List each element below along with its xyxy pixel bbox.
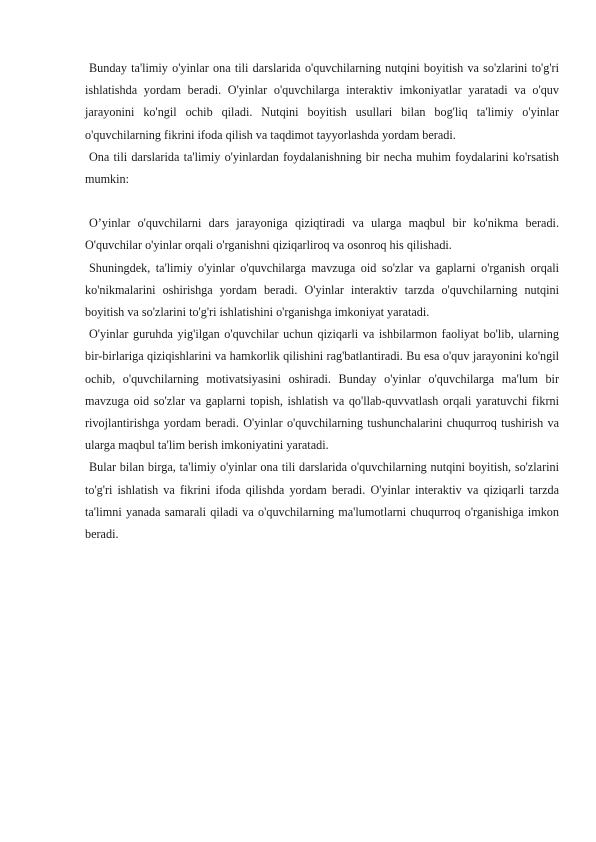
blank-line <box>85 190 559 212</box>
paragraph-interest: O’yinlar o'quvchilarni dars jarayoniga qiziqtiradi va ularga maqbul bir ko'nikma beradi. O'quvchilar o'yinlar orqali o'rganishni qiziqarliroq va osonroq his qilishadi. <box>85 216 559 253</box>
paragraph-conclusion: Bular bilan birga, ta'limiy o'yinlar ona tili darslarida o'quvchilarning nutqini boyitish, so'zlarini to'g'ri ishlatish va fikrini ifoda qilishda yordam beradi. O'yinlar interaktiv va qiziqarli tarzda ta'limni yanada samarali qiladi va o'quvchilarning ma'lumotlarni chuqurroq o'rganishiga imkon beradi. <box>85 460 559 542</box>
paragraph-vocabulary: Shuningdek, ta'limiy o'yinlar o'quvchilarga mavzuga oid so'zlar va gaplarni o'rganish orqali ko'nikmalarini oshirishga yordam beradi. O'yinlar interaktiv tarzda o'quvchilarning nutqini boyitish va so'zlarini to'g'ri ishlatishini o'rganishga imkoniyat yaratadi. <box>85 260 559 320</box>
document-body <box>85 57 559 545</box>
paragraph-group-work: O'yinlar guruhda yig'ilgan o'quvchilar uchun qiziqarli va ishbilarmon faoliyat bo'lib, ularning bir-birlariga qiziqishlarini va hamkorlik qilishini rag'batlantiradi. Bu esa o'quv jarayonini ko'ngil ochib, o'quvchilarning motivatsiyasini oshiradi. Bunday o'yinlar o'quvchilarga ma'lum bir mavzuga oid so'zlar va gaplarni topish, ishlatish va qo'llab-quvvatlash orqali yaratuvchi fikrni rivojlantirishga yordam beradi. O'yinlar o'quvchilarning tushunchalarini chuqurroq tushirish va ularga maqbul ta'lim berish imkoniyatini yaratadi. <box>85 327 559 453</box>
paragraph-intro: Bunday ta'limiy o'yinlar ona tili darslarida o'quvchilarning nutqini boyitish va so'zlarini to'g'ri ishlatishda yordam beradi. O'yinlar o'quvchilarga interaktiv imkoniyatlar yaratadi va o'quv jarayonini ko'ngil ochib qiladi. Nutqini boyitish usullari bilan bog'liq ta'limiy o'yinlar o'quvchilarning fikrini ifoda qilish va taqdimot tayyorlashda yordam beradi. <box>85 61 559 142</box>
paragraph-benefits-lead: Ona tili darslarida ta'limiy o'yinlardan foydalanishning bir necha muhim foydalarini ko'rsatish mumkin: <box>85 149 559 187</box>
